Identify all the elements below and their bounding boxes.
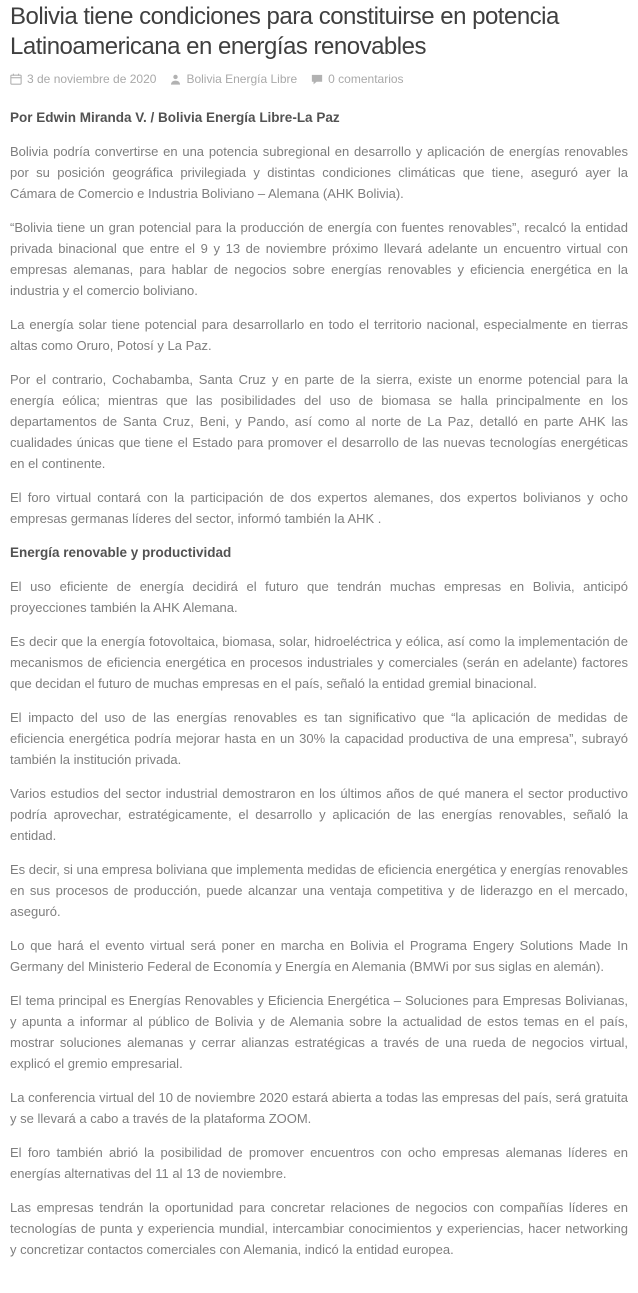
user-icon <box>170 74 181 85</box>
article-paragraph: Es decir que la energía fotovoltaica, biomasa, solar, hidroeléctrica y eólica, así como la implementación de mecanismos de eficiencia energética en procesos industriales y comerciales (serán en adelante) factores que decidan el futuro de muchas empresas en el país, señaló la entidad gremial binacional. <box>10 634 628 691</box>
section-heading: Energía renovable y productividad <box>10 545 232 560</box>
post-comments-label: 0 comentarios <box>328 72 404 86</box>
article-paragraph: “Bolivia tiene un gran potencial para la producción de energía con fuentes renovables”, recalcó la entidad privada binacional que entre el 9 y 13 de noviembre próximo llevará adelante un encuentro virtual con empresas alemanas, para hablar de negocios sobre energías renovables y eficiencia energética en la industria y el comercio boliviano. <box>10 220 628 298</box>
article-paragraph: El uso eficiente de energía decidirá el futuro que tendrán muchas empresas en Bolivia, anticipó proyecciones también la AHK Alemana. <box>10 579 628 615</box>
article-paragraph: El foro también abrió la posibilidad de promover encuentros con ocho empresas alemanas líderes en energías alternativas del 11 al 13 de noviembre. <box>10 1145 628 1181</box>
post-comments-link[interactable] <box>311 72 403 86</box>
post-author-label: Bolivia Energía Libre <box>186 72 298 86</box>
article-paragraph: Por el contrario, Cochabamba, Santa Cruz y en parte de la sierra, existe un enorme potencial para la energía eólica; mientras que las posibilidades del uso de biomasa se halla principalmente en los departamentos de Santa Cruz, Beni, y Pando, así como al norte de La Paz, detalló en parte AHK las cualidades únicas que tiene el Estado para promover el desarrollo de las nuevas tecnologías energéticas en el continente. <box>10 372 628 471</box>
post-author-link[interactable] <box>170 72 297 86</box>
article-paragraph: Bolivia podría convertirse en una potencia subregional en desarrollo y aplicación de energías renovables por su posición geográfica privilegiada y distintas condiciones climáticas que tiene, aseguró ayer la Cámara de Comercio e Industria Boliviano – Alemana (AHK Bolivia). <box>10 144 628 201</box>
comment-icon <box>311 73 323 85</box>
article-paragraph: El foro virtual contará con la participación de dos expertos alemanes, dos expertos bolivianos y ocho empresas germanas líderes del sector, informó también la AHK . <box>10 490 628 526</box>
article-paragraph: Varios estudios del sector industrial demostraron en los últimos años de qué manera el sector productivo podría aprovechar, estratégicamente, el desarrollo y aplicación de las energías renovables, señaló la entidad. <box>10 786 628 843</box>
article-byline: Por Edwin Miranda V. / Bolivia Energía Libre-La Paz <box>10 110 340 125</box>
post-date-link[interactable] <box>10 72 156 86</box>
post-meta <box>10 72 628 86</box>
page-title: Bolivia tiene condiciones para constituirse en potencia Latinoamericana en energías renovables <box>10 3 559 60</box>
article-paragraph: Las empresas tendrán la oportunidad para concretar relaciones de negocios con compañías líderes en tecnologías de punta y experiencia mundial, intercambiar conocimientos y experiencias, hacer networking y concretizar contactos comerciales con Alemania, indicó la entidad europea. <box>10 1200 628 1257</box>
article-paragraph: Lo que hará el evento virtual será poner en marcha en Bolivia el Programa Engery Solutions Made In Germany del Ministerio Federal de Economía y Energía en Alemania (BMWi por sus siglas en alemán). <box>10 938 628 974</box>
article-paragraph: Es decir, si una empresa boliviana que implementa medidas de eficiencia energética y energías renovables en sus procesos de producción, puede alcanzar una ventaja competitiva y de liderazgo en el mercado, aseguró. <box>10 862 628 919</box>
article-paragraph: La energía solar tiene potencial para desarrollarlo en todo el territorio nacional, especialmente en tierras altas como Oruro, Potosí y La Paz. <box>10 317 628 353</box>
article-paragraph: El impacto del uso de las energías renovables es tan significativo que “la aplicación de medidas de eficiencia energética podría mejorar hasta en un 30% la capacidad productiva de una empresa”, subrayó también la institución privada. <box>10 710 628 767</box>
post-date-label: 3 de noviembre de 2020 <box>27 72 157 86</box>
article-paragraph: La conferencia virtual del 10 de noviembre 2020 estará abierta a todas las empresas del país, será gratuita y se llevará a cabo a través de la plataforma ZOOM. <box>10 1090 628 1126</box>
calendar-icon <box>10 73 22 85</box>
article-paragraph: El tema principal es Energías Renovables y Eficiencia Energética – Soluciones para Empresas Bolivianas, y apunta a informar al público de Bolivia y de Alemania sobre la actualidad de estos temas en el país, mostrar soluciones alemanas y cerrar alianzas estratégicas a través de una rueda de negocios virtual, explicó el gremio empresarial. <box>10 993 628 1071</box>
